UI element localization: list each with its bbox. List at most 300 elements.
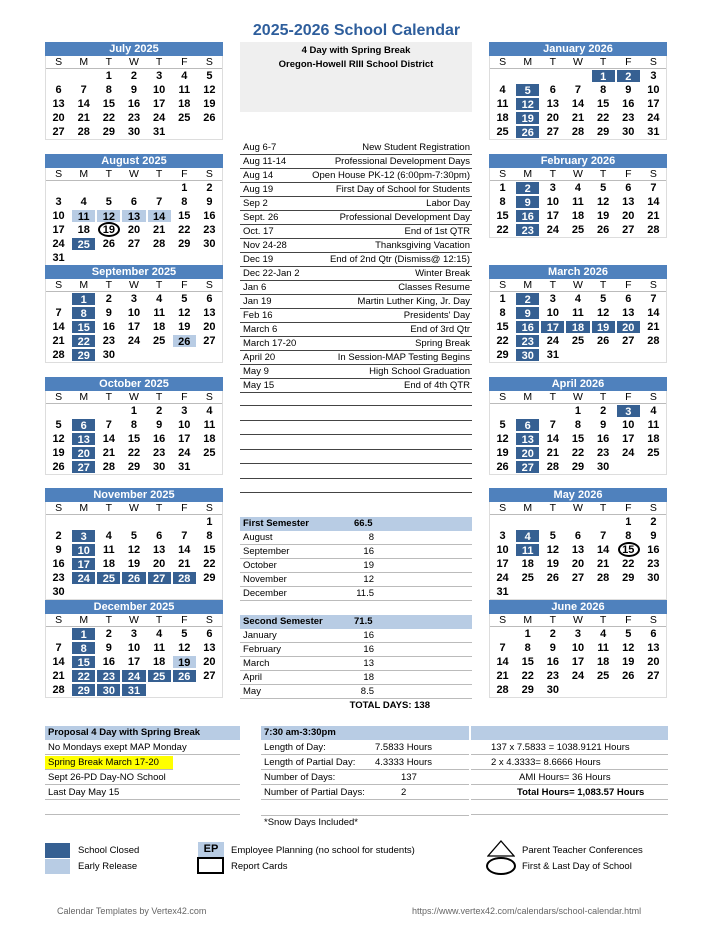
day-cell: 1 — [625, 516, 632, 528]
weekday-header: M — [515, 168, 540, 181]
weekday-header: W — [565, 502, 590, 515]
month-calendar — [489, 42, 667, 140]
hours-label: Number of Days: — [264, 772, 336, 783]
day-cell: 5 — [206, 70, 213, 82]
weekday-header: F — [616, 279, 641, 292]
event-row — [240, 365, 472, 379]
day-cell: 25 — [147, 669, 172, 683]
empty-day — [515, 69, 540, 83]
weekday-header: T — [96, 391, 121, 404]
day-cell: 11 — [153, 642, 165, 654]
semester-row — [240, 531, 472, 545]
day-cell: 19 — [515, 111, 540, 125]
month-header: April 2026 — [489, 377, 667, 391]
day-cell: 27 — [127, 238, 141, 250]
weekday-header: T — [540, 614, 565, 627]
weekday-header: F — [172, 391, 197, 404]
event-name: Professional Development Day — [339, 212, 470, 223]
day-cell: 2 — [156, 405, 163, 417]
event-row — [240, 155, 472, 169]
day-cell: 25 — [153, 335, 166, 347]
day-cell: 6 — [206, 628, 213, 640]
day-cell: 1 — [499, 293, 506, 305]
calc-header — [471, 726, 668, 740]
weekday-header: T — [591, 391, 616, 404]
month-calendar — [45, 600, 223, 698]
month-calendar — [45, 265, 223, 363]
month-header: July 2025 — [45, 42, 223, 56]
day-cell: 29 — [597, 126, 610, 138]
empty-day — [591, 515, 616, 529]
first-last-day-circle — [98, 222, 120, 237]
day-cell: 29 — [178, 238, 191, 250]
empty-day — [515, 515, 540, 529]
day-cell: 6 — [130, 196, 138, 208]
empty-day — [71, 69, 96, 83]
day-cell: 28 — [77, 126, 90, 138]
day-cell: 17 — [647, 98, 660, 110]
event-row — [240, 253, 472, 267]
day-cell: 2 — [515, 292, 540, 306]
day-cell: 30 — [597, 461, 610, 473]
semester-row — [240, 573, 472, 587]
weekday-header: M — [71, 391, 96, 404]
page-title: 2025-2026 School Calendar — [252, 22, 461, 39]
day-cell: 2 — [650, 516, 657, 528]
day-cell: 3 — [71, 529, 96, 543]
day-cell: 26 — [203, 112, 216, 124]
empty-day — [172, 515, 197, 529]
day-cell: 29 — [127, 461, 141, 473]
weekday-header: T — [147, 502, 172, 515]
day-cell: 26 — [496, 461, 509, 473]
month-calendar — [45, 377, 223, 475]
semester-days: 13 — [363, 658, 374, 669]
weekday-header: T — [591, 502, 616, 515]
event-name: Open House PK-12 (6:00pm-7:30pm) — [312, 170, 470, 181]
day-cell: 24 — [622, 447, 635, 459]
day-cell: 22 — [622, 558, 635, 570]
day-cell: 5 — [105, 196, 112, 208]
day-cell: 21 — [496, 670, 509, 682]
legend-closed-label: School Closed — [78, 845, 140, 856]
day-cell: 10 — [153, 84, 166, 96]
semester-month: December — [243, 588, 287, 599]
day-cell: 14 — [147, 209, 172, 223]
day-cell: 15 — [102, 98, 115, 110]
day-cell: 15 — [178, 210, 191, 222]
day-cell: 27 — [622, 224, 635, 236]
day-cell: 21 — [153, 224, 166, 236]
day-cell: 24 — [71, 571, 96, 585]
weekday-header: T — [147, 279, 172, 292]
day-cell: 18 — [571, 210, 585, 222]
day-cell: 21 — [647, 210, 660, 222]
empty-day — [71, 181, 96, 195]
weekday-header: F — [172, 614, 197, 627]
weekday-header: S — [197, 56, 222, 69]
day-cell: 3 — [181, 405, 188, 417]
month-header: October 2025 — [45, 377, 223, 391]
calc-row: AMI Hours= 36 Hours — [471, 771, 668, 785]
weekday-header: M — [515, 391, 540, 404]
event-date: March 6 — [243, 324, 278, 335]
day-cell: 3 — [549, 182, 556, 194]
event-name: High School Graduation — [369, 366, 470, 377]
event-date: Oct. 17 — [243, 226, 274, 237]
day-cell: 19 — [546, 558, 559, 570]
day-cell: 22 — [496, 335, 509, 347]
day-cell: 26 — [597, 224, 610, 236]
weekday-header: S — [46, 614, 71, 627]
day-cell: 20 — [127, 224, 141, 236]
day-cell: 10 — [571, 642, 585, 654]
day-cell: 15 — [71, 655, 96, 669]
day-cell: 22 — [203, 558, 216, 570]
day-cell: 20 — [203, 321, 216, 333]
weekday-header: T — [96, 168, 121, 181]
weekday-header: T — [540, 502, 565, 515]
semester-row — [240, 587, 472, 601]
day-cell: 22 — [102, 112, 115, 124]
day-cell: 23 — [597, 447, 610, 459]
weekday-header: W — [121, 614, 146, 627]
weekday-header: W — [565, 168, 590, 181]
day-cell: 23 — [203, 224, 216, 236]
event-name: Classes Resume — [398, 282, 470, 293]
month-calendar — [489, 488, 667, 600]
semester-month: April — [243, 672, 263, 683]
event-date: Feb 16 — [243, 310, 273, 321]
day-cell: 8 — [625, 530, 632, 542]
proposal-row: Spring Break March 17-20 — [45, 756, 173, 770]
first-semester-total: 66.5 — [354, 518, 373, 529]
semester-row — [240, 657, 472, 671]
day-cell: 24 — [52, 238, 65, 250]
day-cell: 25 — [521, 572, 534, 584]
weekday-header: F — [616, 168, 641, 181]
day-cell: 25 — [71, 237, 96, 251]
day-cell: 1 — [181, 182, 188, 194]
day-cell: 7 — [650, 293, 657, 305]
empty-day — [71, 515, 96, 529]
day-cell: 28 — [597, 572, 610, 584]
day-cell: 11 — [597, 642, 609, 654]
day-cell: 24 — [546, 224, 559, 236]
semester-month: November — [243, 574, 287, 585]
day-cell: 29 — [496, 349, 509, 361]
semester-days: 16 — [363, 630, 374, 641]
day-cell: 20 — [647, 656, 660, 668]
weekday-header: S — [197, 614, 222, 627]
day-cell: 8 — [71, 641, 96, 655]
day-cell: 12 — [96, 209, 121, 223]
hours-row — [261, 771, 469, 785]
weekday-header: W — [121, 56, 146, 69]
day-cell: 4 — [574, 293, 582, 305]
event-date: Aug 14 — [243, 170, 274, 181]
event-date: Sep 2 — [243, 198, 268, 209]
day-cell: 24 — [121, 669, 146, 683]
day-cell: 9 — [600, 419, 607, 431]
weekday-header: S — [490, 168, 515, 181]
legend-ep-label: Employee Planning (no school for students) — [231, 845, 415, 856]
day-cell: 28 — [172, 571, 197, 585]
day-cell: 14 — [647, 307, 660, 319]
day-cell: 30 — [127, 126, 141, 138]
day-cell: 4 — [181, 70, 188, 82]
day-cell: 28 — [647, 335, 660, 347]
month-header: September 2025 — [45, 265, 223, 279]
month-calendar — [489, 377, 667, 475]
hours-row — [261, 756, 469, 770]
weekday-header: F — [172, 502, 197, 515]
day-cell: 21 — [52, 335, 65, 347]
day-cell: 5 — [499, 419, 506, 431]
day-cell: 25 — [647, 447, 660, 459]
weekday-header: S — [197, 502, 222, 515]
month-grid — [45, 391, 223, 475]
month-header: November 2025 — [45, 488, 223, 502]
empty-day — [46, 404, 71, 418]
empty-day — [147, 515, 172, 529]
empty-day — [46, 515, 71, 529]
day-cell: 10 — [622, 419, 635, 431]
day-cell: 28 — [52, 684, 65, 696]
day-cell: 5 — [515, 83, 540, 97]
day-cell: 16 — [546, 656, 559, 668]
event-row — [240, 225, 472, 239]
day-cell: 14 — [597, 544, 610, 556]
weekday-header: S — [197, 279, 222, 292]
day-cell: 16 — [102, 321, 115, 333]
legend-report-label: Report Cards — [231, 861, 288, 872]
legend-report-box — [197, 857, 224, 874]
day-cell: 27 — [571, 572, 585, 584]
weekday-header: M — [71, 279, 96, 292]
blank-line — [240, 492, 472, 493]
day-cell: 13 — [546, 98, 559, 110]
day-cell: 30 — [515, 348, 540, 362]
day-cell: 22 — [521, 670, 534, 682]
day-cell: 7 — [549, 419, 556, 431]
day-cell: 3 — [650, 70, 657, 82]
weekday-header: W — [565, 279, 590, 292]
day-cell: 13 — [622, 196, 635, 208]
day-cell: 14 — [102, 433, 115, 445]
weekday-header: S — [641, 391, 666, 404]
event-row — [240, 337, 472, 351]
day-cell: 23 — [546, 670, 559, 682]
day-cell: 4 — [105, 530, 112, 542]
day-cell: 4 — [206, 405, 213, 417]
event-name: In Session-MAP Testing Begins — [337, 352, 470, 363]
day-cell: 18 — [496, 112, 509, 124]
event-row — [240, 183, 472, 197]
semester-month: May — [243, 686, 261, 697]
day-cell: 15 — [203, 544, 216, 556]
day-cell: 7 — [156, 196, 163, 208]
day-cell: 23 — [52, 572, 65, 584]
month-header: August 2025 — [45, 154, 223, 168]
day-cell: 5 — [549, 530, 556, 542]
day-cell: 9 — [130, 84, 138, 96]
day-cell: 25 — [178, 112, 191, 124]
empty-day — [565, 515, 590, 529]
day-cell: 27 — [546, 126, 559, 138]
month-grid — [45, 168, 223, 266]
day-cell: 19 — [127, 558, 141, 570]
proposal-row: Last Day May 15 — [45, 786, 240, 800]
day-cell: 23 — [515, 334, 540, 348]
day-cell: 12 — [597, 307, 610, 319]
day-cell: 23 — [96, 669, 121, 683]
day-cell: 11 — [153, 307, 165, 319]
event-name: Winter Break — [415, 268, 470, 279]
first-semester-header — [240, 517, 472, 531]
day-cell: 4 — [600, 628, 607, 640]
weekday-header: T — [591, 614, 616, 627]
day-cell: 25 — [571, 335, 585, 347]
semester-days: 16 — [363, 644, 374, 655]
day-cell: 10 — [546, 196, 559, 208]
day-cell: 7 — [55, 642, 62, 654]
month-grid — [489, 279, 667, 363]
event-row — [240, 239, 472, 253]
day-cell: 28 — [52, 349, 65, 361]
day-cell: 17 — [127, 656, 141, 668]
day-cell: 10 — [127, 642, 141, 654]
hours-value: 2 — [401, 787, 407, 798]
day-cell: 28 — [546, 461, 559, 473]
weekday-header: S — [46, 168, 71, 181]
day-cell: 2 — [130, 70, 138, 82]
day-cell: 16 — [102, 656, 115, 668]
weekday-header: T — [147, 391, 172, 404]
day-cell: 28 — [153, 238, 166, 250]
event-date: Jan 19 — [243, 296, 272, 307]
day-cell: 20 — [203, 656, 216, 668]
day-cell: 24 — [127, 335, 141, 347]
hours-row — [261, 741, 469, 755]
day-cell: 1 — [206, 516, 213, 528]
day-cell: 4 — [156, 628, 163, 640]
empty-day — [46, 292, 71, 306]
footer-right: https://www.vertex42.com/calendars/school-calendar.html — [412, 906, 642, 916]
day-cell: 7 — [181, 530, 188, 542]
day-cell: 4 — [574, 182, 582, 194]
event-date: Aug 6-7 — [243, 142, 277, 153]
day-cell: 27 — [622, 335, 635, 347]
day-cell: 29 — [71, 348, 96, 362]
weekday-header: F — [172, 279, 197, 292]
calc-row: 2 x 4.3333= 8.6666 Hours — [471, 756, 668, 770]
day-cell: 16 — [153, 433, 166, 445]
day-cell: 31 — [647, 126, 660, 138]
day-cell: 20 — [515, 446, 540, 460]
day-cell: 27 — [515, 460, 540, 474]
day-cell: 19 — [622, 656, 635, 668]
day-cell: 9 — [206, 196, 213, 208]
day-cell: 18 — [203, 433, 216, 445]
day-cell: 17 — [153, 98, 166, 110]
second-semester-total: 71.5 — [354, 616, 373, 627]
hours-header: 7:30 am-3:30pm — [261, 726, 469, 740]
day-cell: 29 — [203, 572, 216, 584]
day-cell: 30 — [52, 586, 65, 598]
event-date: March 17-20 — [243, 338, 297, 349]
calc-row: 137 x 7.5833 = 1038.9121 Hours — [471, 741, 668, 755]
day-cell: 15 — [571, 433, 585, 445]
hours-value: 4.3333 Hours — [375, 757, 433, 768]
day-cell: 22 — [597, 112, 610, 124]
day-cell: 19 — [178, 321, 191, 333]
day-cell: 10 — [496, 544, 509, 556]
day-cell: 19 — [172, 655, 197, 669]
weekday-header: F — [616, 614, 641, 627]
event-date: Aug 11-14 — [243, 156, 287, 167]
proposal-header: Proposal 4 Day with Spring Break — [45, 726, 240, 740]
weekday-header: S — [490, 614, 515, 627]
day-cell: 15 — [616, 543, 641, 557]
day-cell: 20 — [71, 446, 96, 460]
day-cell: 29 — [71, 683, 96, 697]
day-cell: 9 — [105, 642, 112, 654]
day-cell: 6 — [71, 418, 96, 432]
day-cell: 8 — [499, 196, 506, 208]
weekday-header: S — [490, 391, 515, 404]
weekday-header: S — [197, 391, 222, 404]
day-cell: 20 — [616, 320, 641, 334]
day-cell: 18 — [77, 224, 90, 236]
day-cell: 9 — [156, 419, 163, 431]
day-cell: 27 — [647, 670, 660, 682]
empty-day — [540, 515, 565, 529]
weekday-header: S — [490, 56, 515, 69]
weekday-header: M — [71, 56, 96, 69]
day-cell: 18 — [153, 321, 166, 333]
day-cell: 1 — [71, 627, 96, 641]
month-grid — [45, 614, 223, 698]
day-cell: 11 — [647, 419, 660, 431]
day-cell: 10 — [127, 307, 141, 319]
weekday-header: M — [71, 614, 96, 627]
weekday-header: T — [147, 614, 172, 627]
weekday-header: W — [565, 391, 590, 404]
day-cell: 12 — [597, 196, 610, 208]
day-cell: 23 — [127, 112, 141, 124]
day-cell: 7 — [499, 642, 506, 654]
day-cell: 5 — [130, 530, 138, 542]
day-cell: 25 — [496, 126, 509, 138]
semester-month: October — [243, 560, 277, 571]
weekday-header: S — [46, 279, 71, 292]
day-cell: 4 — [515, 529, 540, 543]
day-cell: 6 — [574, 530, 582, 542]
event-date: May 15 — [243, 380, 275, 391]
blank-line — [240, 405, 472, 406]
day-cell: 3 — [156, 70, 163, 82]
day-cell: 31 — [121, 683, 146, 697]
semester-days: 8 — [368, 532, 374, 543]
semester-days: 12 — [363, 574, 374, 585]
semester-row — [240, 685, 472, 699]
event-row — [240, 169, 472, 183]
snow-days-note: *Snow Days Included* — [261, 815, 469, 829]
weekday-header: F — [172, 56, 197, 69]
weekday-header: F — [616, 56, 641, 69]
empty-day — [121, 515, 146, 529]
